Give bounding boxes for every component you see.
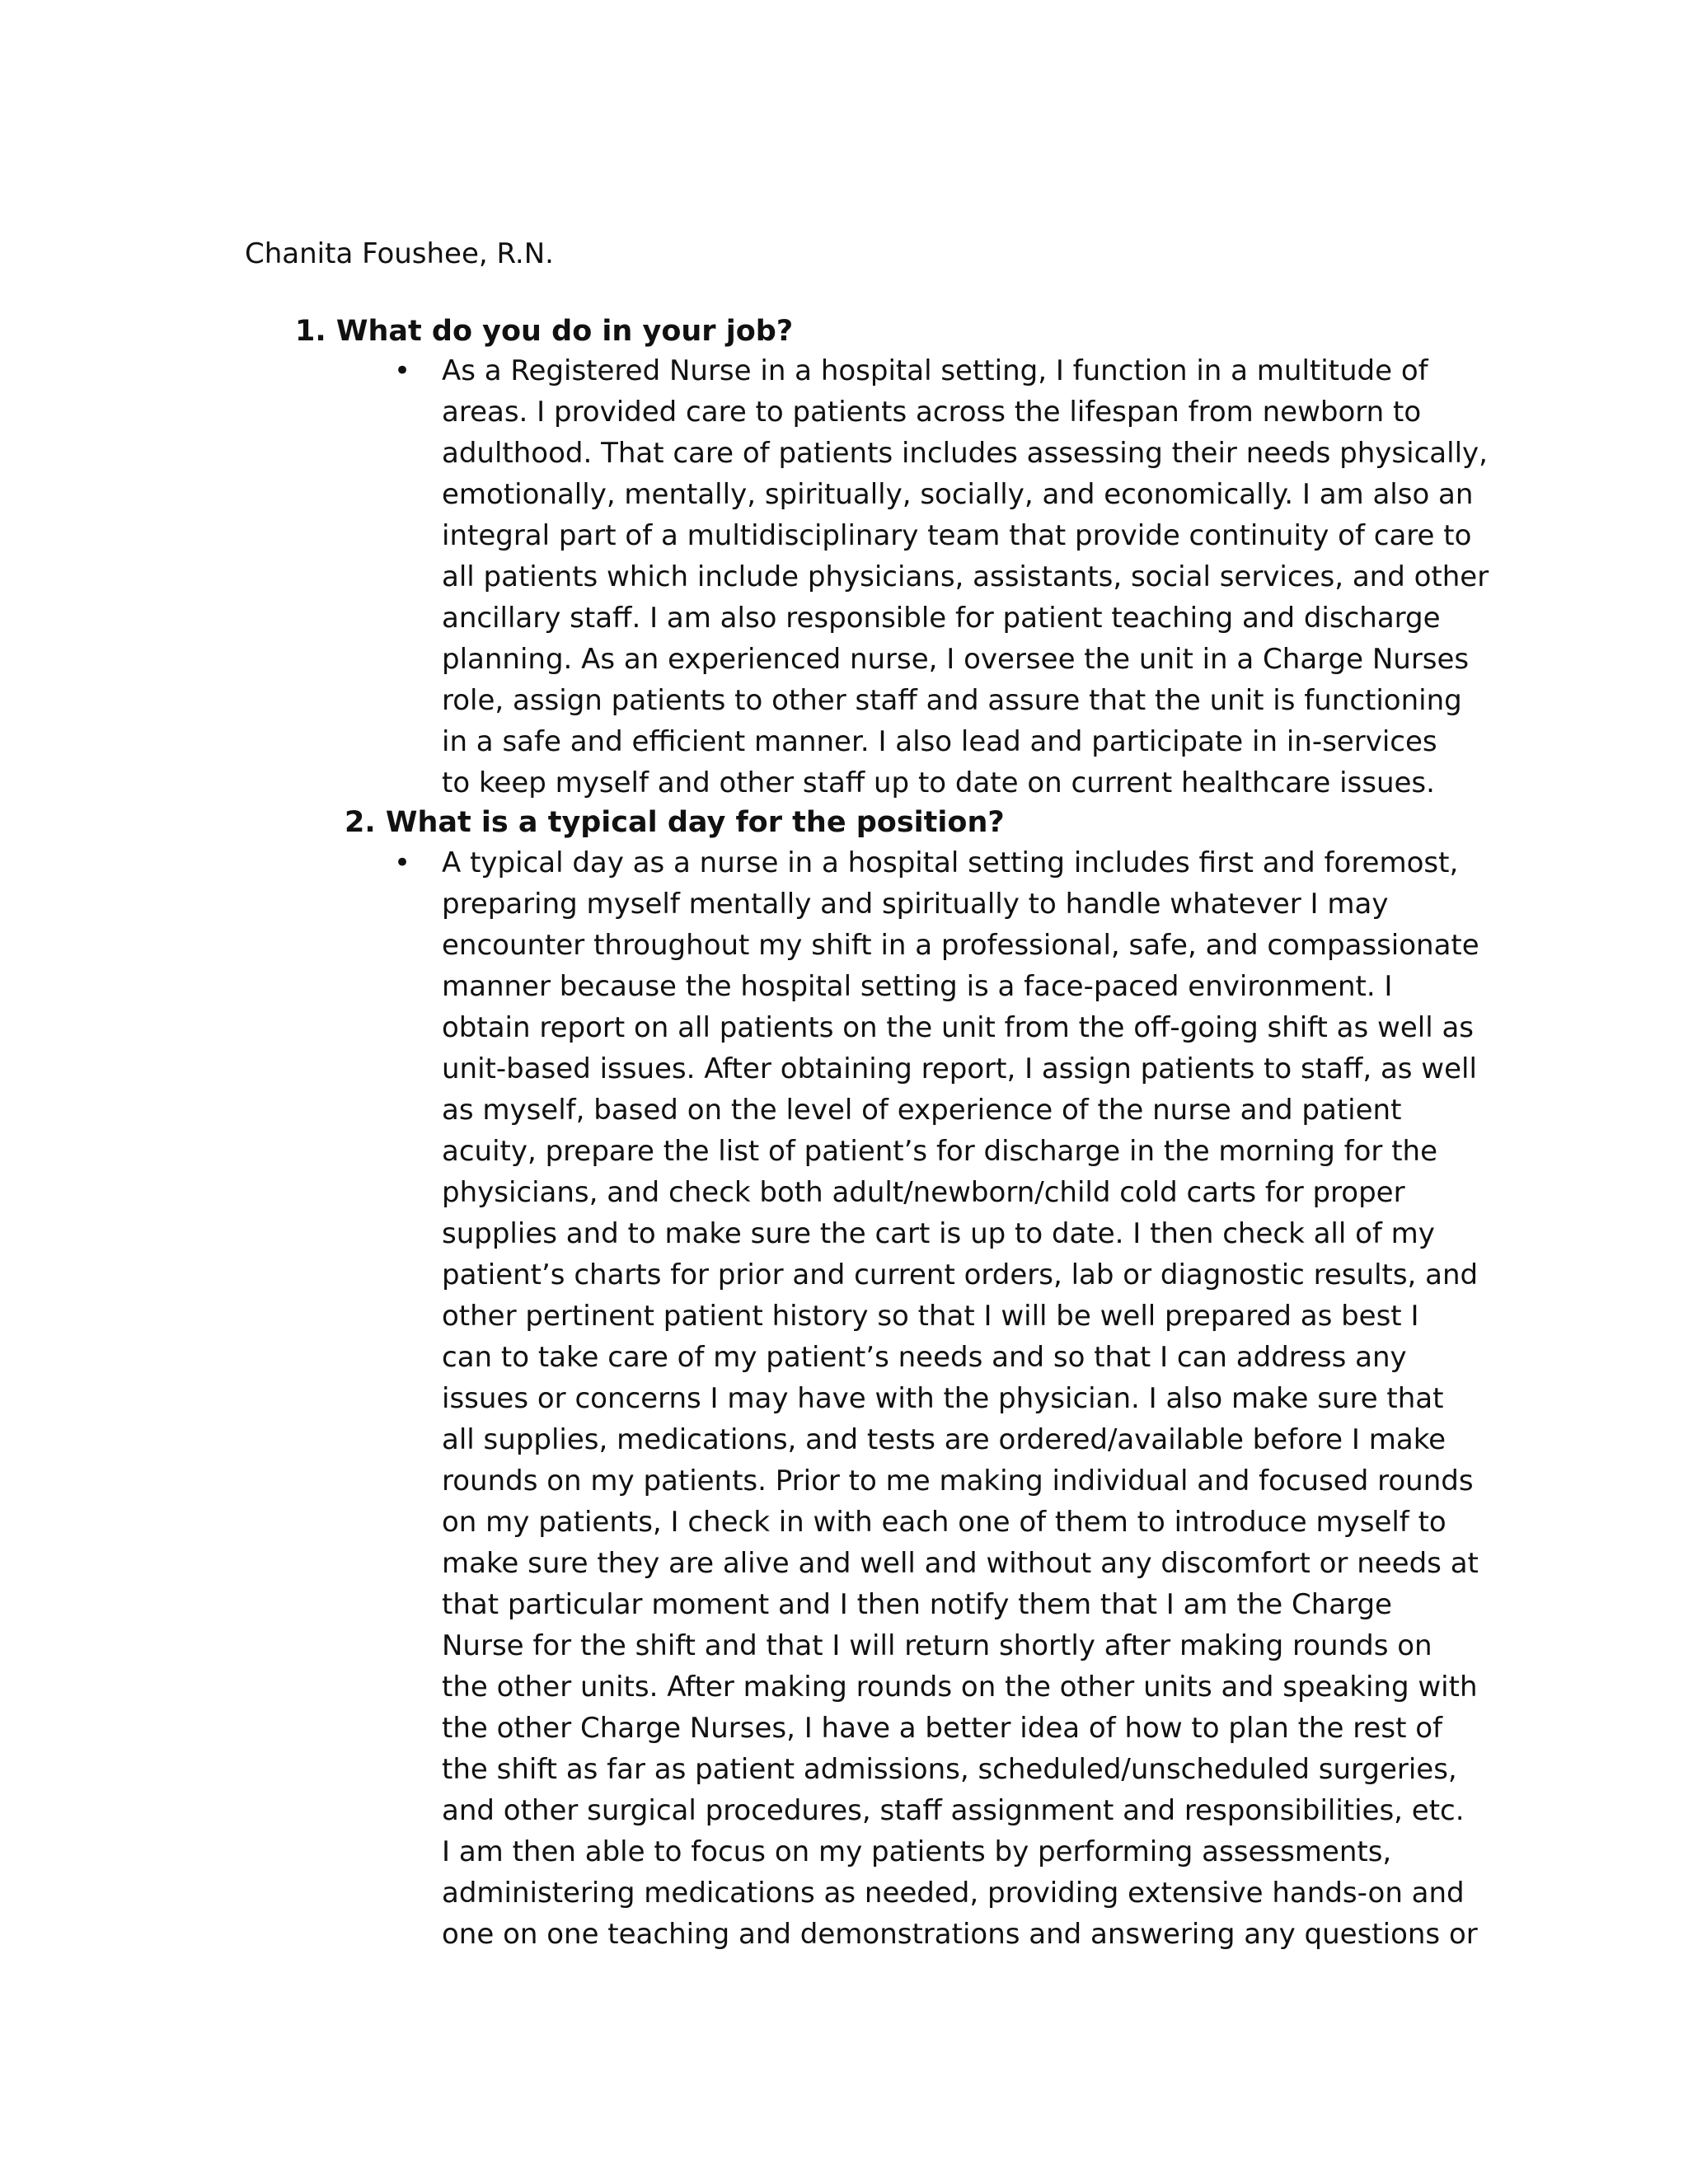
answer-line: adulthood. That care of patients includes assessing their needs physically, — [442, 437, 1488, 470]
answer-line: acuity, prepare the list of patient’s for discharge in the morning for the — [442, 1135, 1438, 1168]
answer-line: manner because the hospital setting is a face-paced environment. I — [442, 970, 1393, 1003]
answer-line: As a Registered Nurse in a hospital setting, I function in a multitude of — [442, 354, 1428, 387]
answer-line: the other Charge Nurses, I have a better idea of how to plan the rest of — [442, 1712, 1442, 1745]
answer-line: patient’s charts for prior and current orders, lab or diagnostic results, and — [442, 1258, 1479, 1291]
answer-line: administering medications as needed, providing extensive hands-on and — [442, 1877, 1465, 1910]
answer-line: role, assign patients to other staff and assure that the unit is functioning — [442, 684, 1462, 717]
answer-line: supplies and to make sure the cart is up to date. I then check all of my — [442, 1217, 1435, 1250]
answer-2-paragraph — [442, 842, 1479, 1955]
answer-line: all patients which include physicians, assistants, social services, and other — [442, 560, 1489, 593]
bullet-icon: • — [394, 354, 411, 387]
answer-line: as myself, based on the level of experience of the nurse and patient — [442, 1094, 1402, 1127]
answer-line: in a safe and efficient manner. I also lead and participate in in-services — [442, 725, 1437, 758]
answer-line: obtain report on all patients on the unit from the off-going shift as well as — [442, 1011, 1475, 1044]
answer-line: the other units. After making rounds on the other units and speaking with — [442, 1671, 1478, 1704]
question-1-heading: 1. What do you do in your job? — [295, 315, 794, 348]
answer-1-paragraph — [442, 350, 1489, 804]
question-2-heading: 2. What is a typical day for the position? — [345, 806, 1005, 839]
answer-line: areas. I provided care to patients across the lifespan from newborn to — [442, 396, 1422, 429]
answer-line: to keep myself and other staff up to date on current healthcare issues. — [442, 766, 1435, 799]
answer-line: can to take care of my patient’s needs and so that I can address any — [442, 1341, 1407, 1374]
answer-line: A typical day as a nurse in a hospital setting includes first and foremost, — [442, 846, 1459, 879]
answer-line: emotionally, mentally, spiritually, socially, and economically. I am also an — [442, 478, 1474, 511]
answer-line: the shift as far as patient admissions, scheduled/unscheduled surgeries, — [442, 1753, 1457, 1786]
answer-line: that particular moment and I then notify them that I am the Charge — [442, 1588, 1392, 1621]
answer-line: unit-based issues. After obtaining report, I assign patients to staff, as well — [442, 1052, 1477, 1085]
answer-line: other pertinent patient history so that I will be well prepared as best I — [442, 1300, 1419, 1333]
answer-line: make sure they are alive and well and without any discomfort or needs at — [442, 1547, 1479, 1580]
answer-line: I am then able to focus on my patients by performing assessments, — [442, 1835, 1392, 1868]
answer-line: and other surgical procedures, staff assignment and responsibilities, etc. — [442, 1794, 1465, 1827]
answer-line: one on one teaching and demonstrations and answering any questions or — [442, 1918, 1478, 1951]
answer-line: physicians, and check both adult/newborn/child cold carts for proper — [442, 1176, 1405, 1209]
answer-line: on my patients, I check in with each one of them to introduce myself to — [442, 1506, 1447, 1539]
bullet-icon: • — [394, 846, 411, 879]
author-name: Chanita Foushee, R.N. — [245, 237, 554, 270]
answer-line: integral part of a multidisciplinary team that provide continuity of care to — [442, 519, 1472, 552]
answer-line: preparing myself mentally and spiritually to handle whatever I may — [442, 888, 1389, 921]
answer-line: issues or concerns I may have with the physician. I also make sure that — [442, 1382, 1444, 1415]
answer-line: rounds on my patients. Prior to me making individual and focused rounds — [442, 1465, 1474, 1497]
answer-line: Nurse for the shift and that I will return shortly after making rounds on — [442, 1629, 1432, 1662]
answer-line: ancillary staff. I am also responsible for patient teaching and discharge — [442, 602, 1441, 635]
answer-line: planning. As an experienced nurse, I oversee the unit in a Charge Nurses — [442, 643, 1470, 676]
answer-line: all supplies, medications, and tests are ordered/available before I make — [442, 1423, 1447, 1456]
answer-line: encounter throughout my shift in a professional, safe, and compassionate — [442, 929, 1479, 962]
